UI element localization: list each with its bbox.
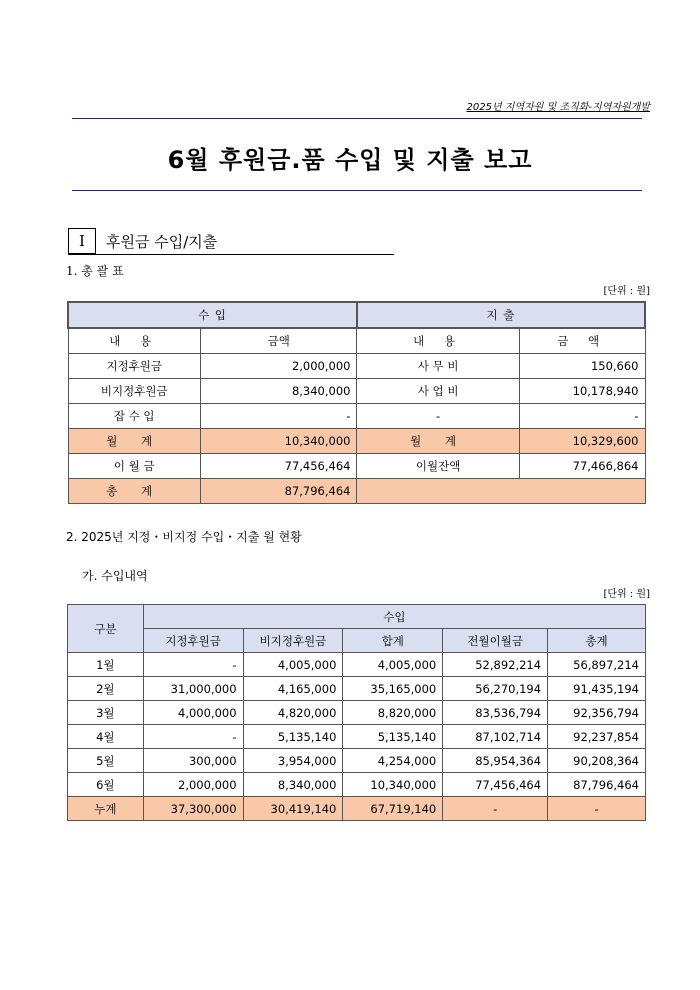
month-value: 4,820,000 (243, 701, 343, 725)
page-title: 6월 후원금.품 수입 및 지출 보고 (167, 146, 533, 174)
table-row (68, 773, 646, 797)
monthly-income-table (67, 604, 646, 821)
row-label: 비지정후원금 (68, 379, 200, 404)
col-content-left: 내 용 (68, 328, 200, 354)
carry-label: 이 월 금 (68, 454, 200, 479)
row-amount: - (519, 404, 645, 429)
section-number-box: I (68, 228, 96, 254)
month-value: 4,165,000 (243, 677, 343, 701)
grand-total-blank (357, 479, 645, 504)
month-value: 2,000,000 (143, 773, 243, 797)
month-value: 56,897,214 (548, 653, 646, 677)
row-label: 사 무 비 (357, 354, 519, 379)
col-header: 합계 (343, 629, 443, 653)
month-total-row (68, 429, 645, 454)
col-amount-left: 금액 (200, 328, 357, 354)
month-value: 87,102,714 (443, 725, 548, 749)
cumulative-label: 누계 (68, 797, 144, 821)
section-underline (68, 254, 394, 255)
income-group-header: 수입 (143, 605, 645, 629)
cumulative-value: 30,419,140 (243, 797, 343, 821)
cumulative-value: - (548, 797, 646, 821)
month-value: 90,208,364 (548, 749, 646, 773)
table-row (68, 701, 646, 725)
header-note: 2025년 지역자원 및 조직화-지역자원개발 (466, 102, 650, 113)
summary-unit-label: [단위 : 원] (603, 286, 650, 297)
month-label: 3월 (68, 701, 144, 725)
row-label: 잡 수 입 (68, 404, 200, 429)
col-group-header: 구분 (68, 605, 144, 653)
month-value: 5,135,140 (343, 725, 443, 749)
section-title: 후원금 수입/지출 (106, 233, 218, 251)
month-value: 77,456,464 (443, 773, 548, 797)
month-value: 4,254,000 (343, 749, 443, 773)
summary-table (67, 301, 646, 504)
row-label: 사 업 비 (357, 379, 519, 404)
row-amount: 150,660 (519, 354, 645, 379)
row-amount: 10,178,940 (519, 379, 645, 404)
month-value: 56,270,194 (443, 677, 548, 701)
month-label: 5월 (68, 749, 144, 773)
month-label: 6월 (68, 773, 144, 797)
title-top-rule (72, 118, 642, 119)
month-value: 10,340,000 (343, 773, 443, 797)
month-value: 52,892,214 (443, 653, 548, 677)
expense-header: 지 출 (357, 302, 645, 328)
col-amount-right: 금 액 (519, 328, 645, 354)
month-total-income: 10,340,000 (200, 429, 357, 454)
cumulative-value: 37,300,000 (143, 797, 243, 821)
table-row (68, 749, 646, 773)
month-label: 4월 (68, 725, 144, 749)
month-value: 8,340,000 (243, 773, 343, 797)
month-total-label: 월 계 (357, 429, 519, 454)
grand-total-amount: 87,796,464 (200, 479, 357, 504)
month-value: 91,435,194 (548, 677, 646, 701)
cumulative-row (68, 797, 646, 821)
row-amount: - (200, 404, 357, 429)
monthly-section-title: 2. 2025년 지정・비지정 수입・지출 월 현황 (66, 530, 302, 544)
table-row (68, 653, 646, 677)
grand-total-label: 총 계 (68, 479, 200, 504)
carry-amount: 77,456,464 (200, 454, 357, 479)
month-value: 4,005,000 (343, 653, 443, 677)
month-value: 35,165,000 (343, 677, 443, 701)
grand-total-row (68, 479, 645, 504)
month-value: 300,000 (143, 749, 243, 773)
col-header: 전월이월금 (443, 629, 548, 653)
month-value: 85,954,364 (443, 749, 548, 773)
income-header: 수 입 (68, 302, 357, 328)
row-label: - (357, 404, 519, 429)
summary-subtitle: 1. 총 괄 표 (66, 264, 124, 278)
table-row (68, 354, 645, 379)
table-row (68, 404, 645, 429)
cumulative-value: 67,719,140 (343, 797, 443, 821)
carry-row (68, 454, 645, 479)
month-value: 31,000,000 (143, 677, 243, 701)
balance-label: 이월잔액 (357, 454, 519, 479)
month-value: 92,356,794 (548, 701, 646, 725)
col-header: 지정후원금 (143, 629, 243, 653)
month-value: - (143, 725, 243, 749)
col-header: 비지정후원금 (243, 629, 343, 653)
col-content-right: 내 용 (357, 328, 519, 354)
monthly-unit-label: [단위 : 원] (603, 589, 650, 600)
month-value: 4,005,000 (243, 653, 343, 677)
month-value: 87,796,464 (548, 773, 646, 797)
income-detail-subtitle: 가. 수입내역 (82, 569, 148, 583)
month-value: 83,536,794 (443, 701, 548, 725)
row-label: 지정후원금 (68, 354, 200, 379)
month-label: 1월 (68, 653, 144, 677)
month-value: 4,000,000 (143, 701, 243, 725)
month-value: 3,954,000 (243, 749, 343, 773)
month-value: 8,820,000 (343, 701, 443, 725)
cumulative-value: - (443, 797, 548, 821)
title-bottom-rule (72, 190, 642, 191)
month-value: - (143, 653, 243, 677)
month-label: 2월 (68, 677, 144, 701)
col-header: 총계 (548, 629, 646, 653)
month-total-label: 월 계 (68, 429, 200, 454)
month-value: 5,135,140 (243, 725, 343, 749)
table-row (68, 677, 646, 701)
month-total-expense: 10,329,600 (519, 429, 645, 454)
balance-amount: 77,466,864 (519, 454, 645, 479)
table-row (68, 725, 646, 749)
row-amount: 8,340,000 (200, 379, 357, 404)
table-row (68, 379, 645, 404)
month-value: 92,237,854 (548, 725, 646, 749)
row-amount: 2,000,000 (200, 354, 357, 379)
